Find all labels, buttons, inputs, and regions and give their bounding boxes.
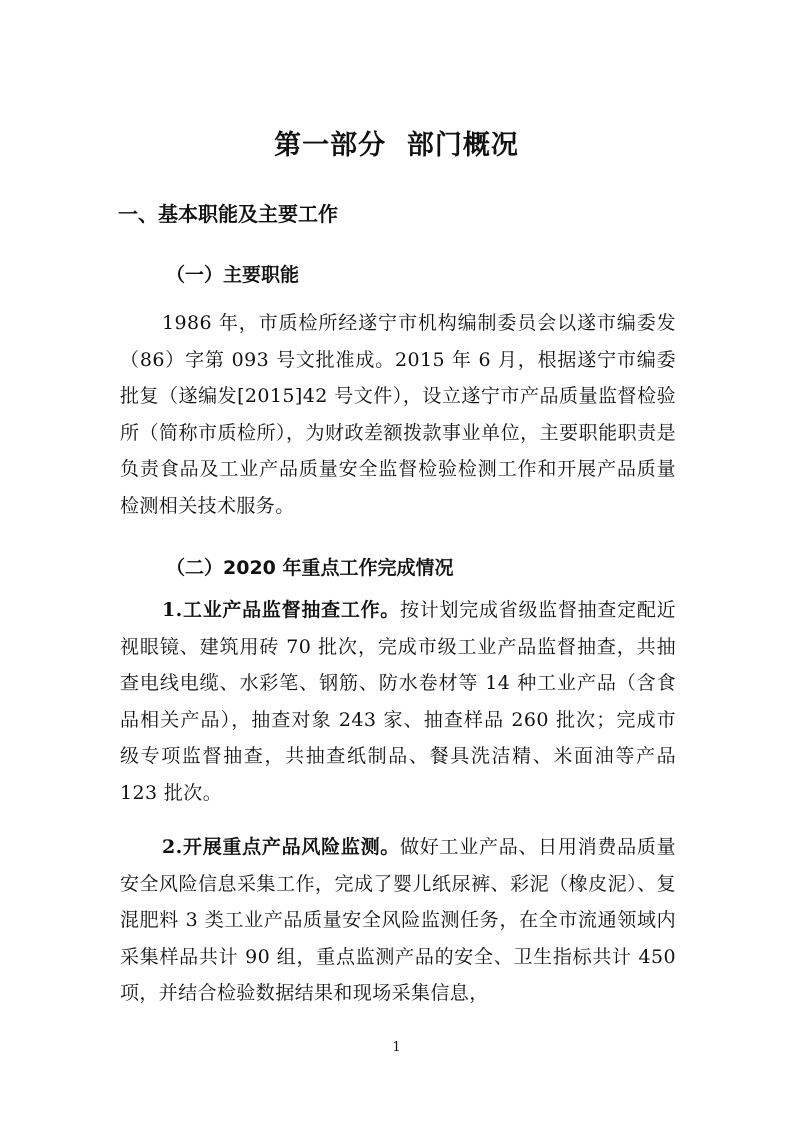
- subsection-heading-main-functions: （一）主要职能: [166, 264, 300, 286]
- item-lead-risk-monitoring: 2.开展重点产品风险监测。: [162, 836, 401, 858]
- item-text-supervision-sampling: 按计划完成省级监督抽查定配近视眼镜、建筑用砖 70 批次，完成市级工业产品监督抽查，共抽查电线电缆、水彩笔、钢筋、防水卷材等 14 种工业产品（含食品相关产品），抽查对象 243 家、抽查样品 260 批次；完成市级专项监督抽查，共抽查纸制品、餐具洗洁精、米面油等产品 123 批次。: [120, 599, 676, 804]
- page-title: 第一部分 部门概况: [274, 130, 519, 161]
- paragraph-supervision-sampling: [120, 592, 676, 812]
- item-text-risk-monitoring: 做好工业产品、日用消费品质量安全风险信息采集工作，完成了婴儿纸尿裤、彩泥（橡皮泥）、复混肥料 3 类工业产品质量安全风险监测任务，在全市流通领域内采集样品共计 90 组，重点监测产品的安全、卫生指标共计 450 项，并结合检验数据结果和现场采集信息，: [120, 836, 676, 1005]
- paragraph-risk-monitoring: [120, 829, 676, 1012]
- page-number: 1: [392, 1040, 401, 1055]
- subsection-heading-key-work: （二）2020 年重点工作完成情况: [166, 557, 454, 579]
- item-lead-supervision-sampling: 1.工业产品监督抽查工作。: [162, 599, 401, 621]
- paragraph-main-functions: 1986 年，市质检所经遂宁市机构编制委员会以遂市编委发（86）字第 093 号文批准成。2015 年 6 月，根据遂宁市编委批复（遂编发[2015]42 号文件），设立遂宁市产品质量监督检验所（简称市质检所），为财政差额拨款事业单位，主要职能职责是负责食品及工业产品质量安全监督检验检测工作和开展产品质量检测相关技术服务。: [120, 312, 676, 517]
- section-heading: 一、基本职能及主要工作: [118, 202, 338, 226]
